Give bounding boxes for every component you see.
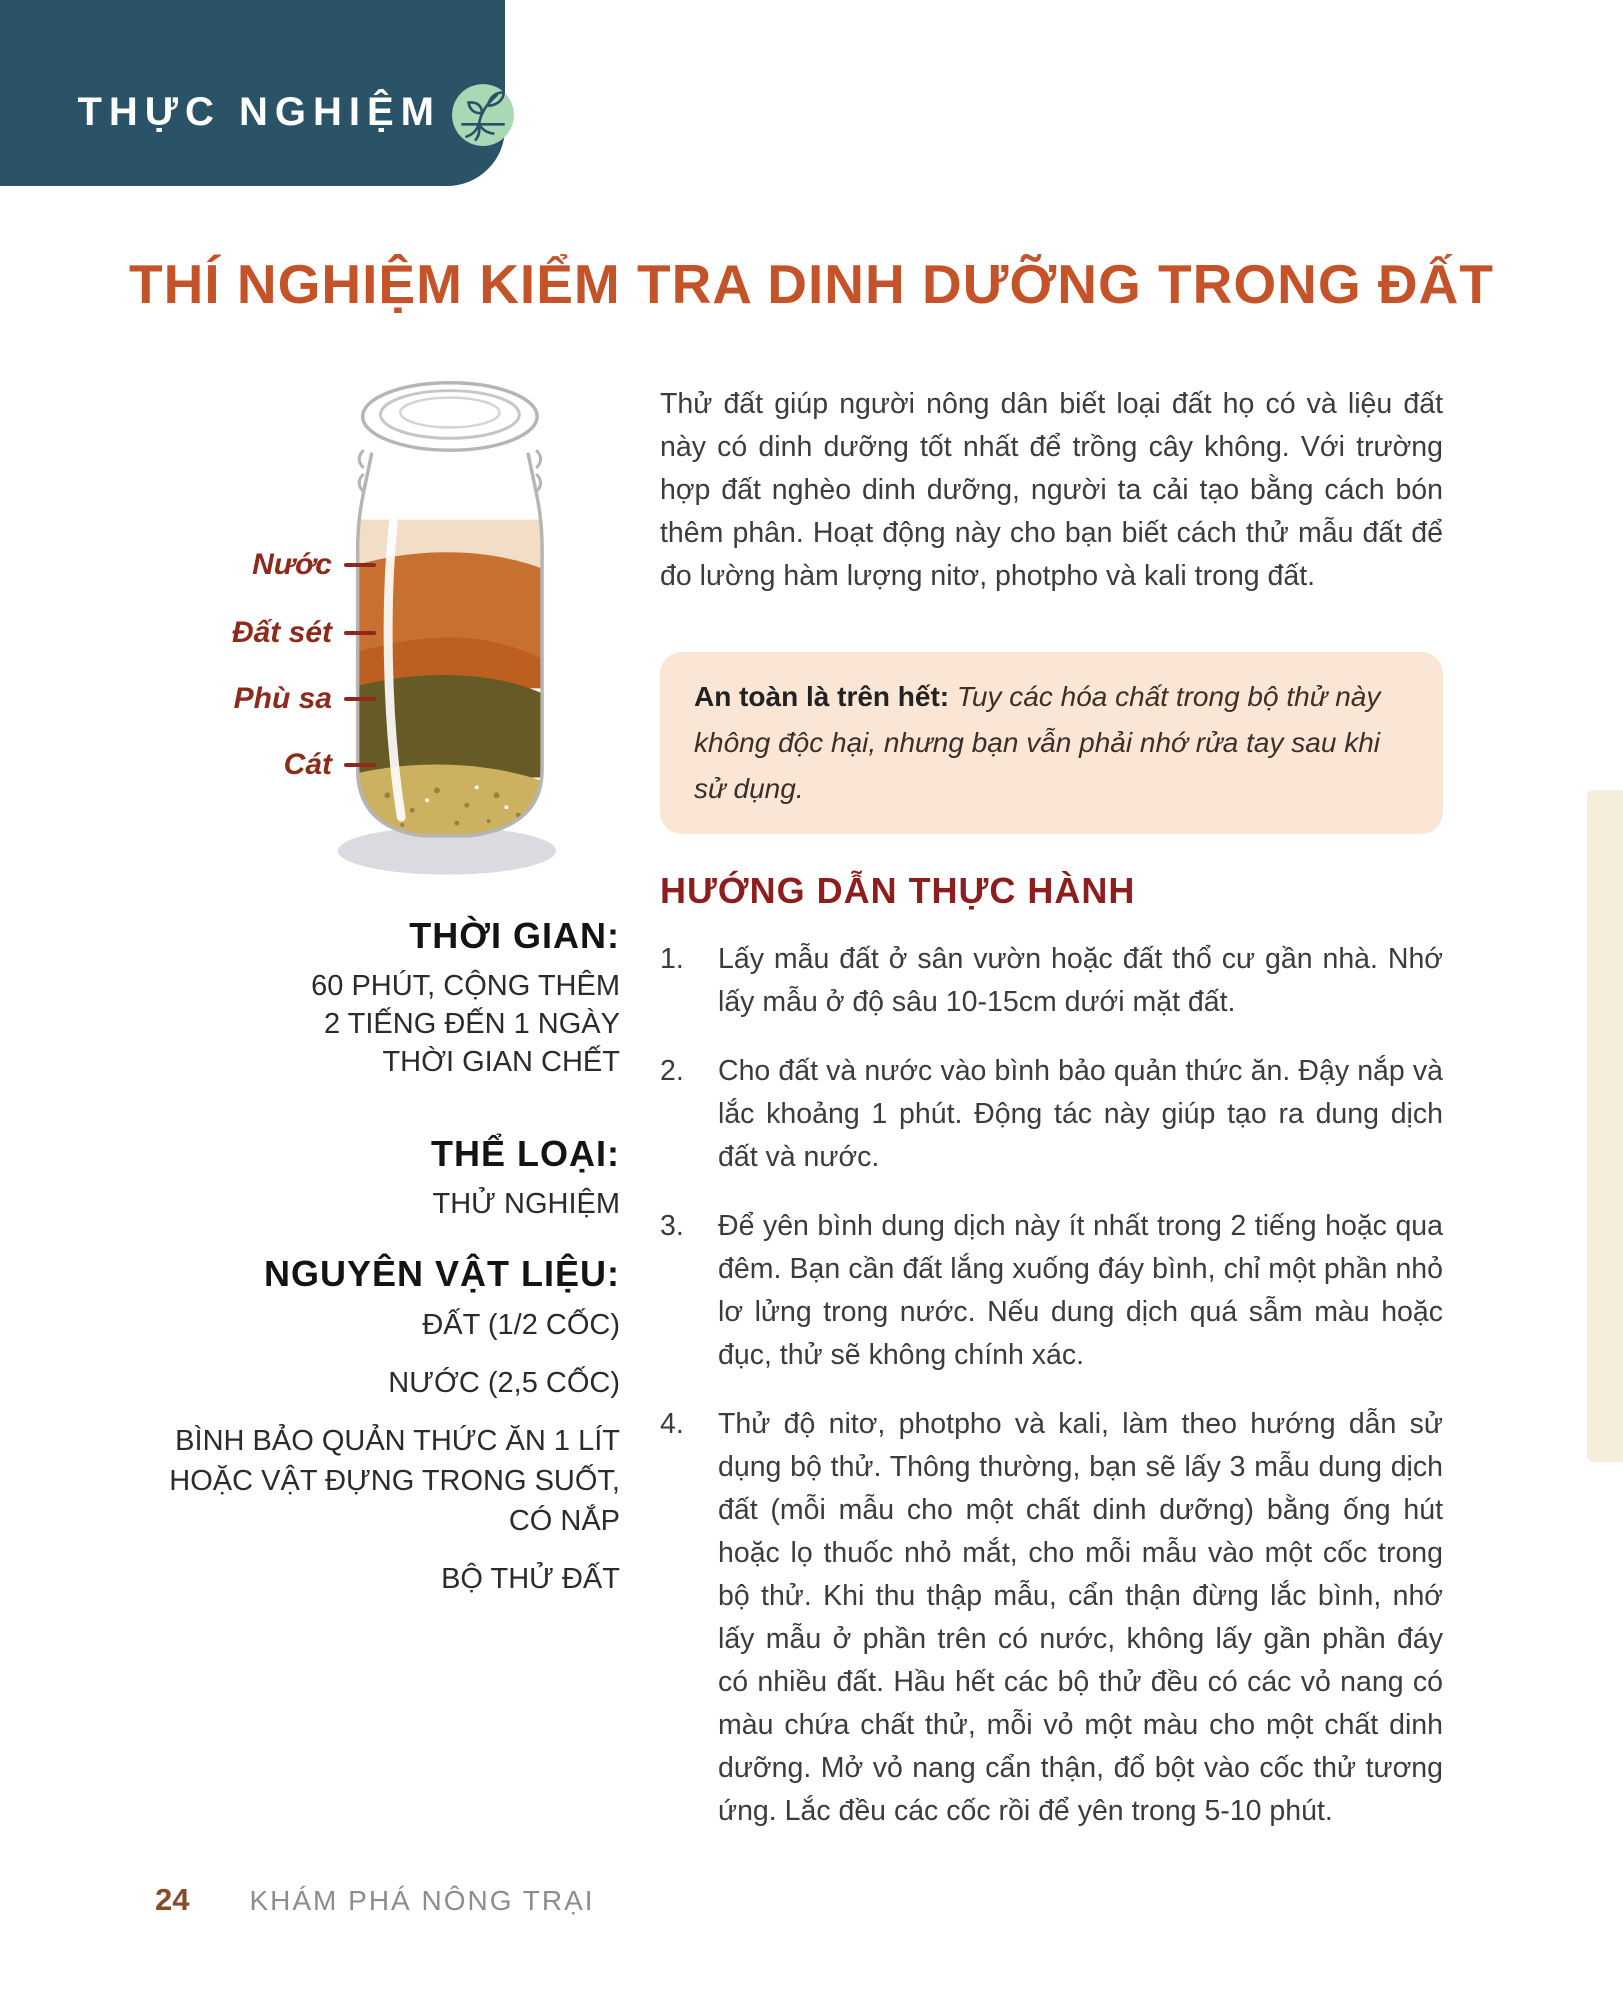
chapter-banner-label: THỰC NGHIỆM [77,90,441,134]
step-number: 4. [660,1408,684,1440]
jar-label-clay-text: Đất sét [231,616,332,649]
main-content [660,383,1443,1833]
soil-jar-illustration [318,296,556,888]
time-line: 60 PHÚT, CỘNG THÊM [311,970,620,1002]
materials-heading: NGUYÊN VẬT LIỆU: [263,1253,620,1294]
materials-item: NƯỚC (2,5 CỐC) [388,1367,620,1399]
instruction-step [660,1205,1443,1377]
jar-label-water-text: Nước [252,548,332,581]
materials-item: BÌNH BẢO QUẢN THỨC ĂN 1 LÍT HOẶC VẬT ĐỰNG TRONG SUỐT, CÓ NẮP [169,1425,620,1537]
label-dash [344,563,376,567]
step-text: Để yên bình dung dịch này ít nhất trong 2 tiếng hoặc qua đêm. Bạn cần đất lắng xuống đáy bình, chỉ một phần nhỏ lơ lửng trong nước. Nếu dung dịch quá sẫm màu hoặc đục, thử sẽ không chính xác. [718,1210,1443,1371]
label-dash [344,763,376,767]
page-title: THÍ NGHIỆM KIỂM TRA DINH DƯỠNG TRONG ĐẤT [129,253,1494,315]
label-dash [344,697,376,701]
safety-note-box [660,652,1443,834]
instruction-step [660,1050,1443,1179]
jar-label-water [140,548,376,582]
label-dash [344,631,376,635]
safety-note-text: Tuy các hóa chất trong bộ thử này không độc hại, nhưng bạn vẫn phải nhớ rửa tay sau khi sử dụng. [694,681,1381,804]
step-text: Cho đất và nước vào bình bảo quản thức ăn. Đậy nắp và lắc khoảng 1 phút. Động tác này giúp tạo ra dung dịch đất và nước. [718,1055,1443,1173]
footer-page-number: 24 [155,1882,190,1917]
safety-note-lead: An toàn là trên hết: [694,681,950,712]
jar-label-sand [140,748,376,782]
time-line: THỜI GIAN CHẾT [382,1046,620,1078]
instruction-step [660,1403,1443,1833]
page-edge-tab [1587,790,1623,1462]
step-text: Lấy mẫu đất ở sân vườn hoặc đất thổ cư gần nhà. Nhớ lấy mẫu ở độ sâu 10-15cm dưới mặt đất. [718,943,1443,1018]
type-value: THỬ NGHIỆM [432,1188,620,1220]
step-number: 2. [660,1055,684,1087]
activity-info-sidebar [150,915,620,1599]
intro-paragraph: Thử đất giúp người nông dân biết loại đất họ có và liệu đất này có dinh dưỡng tốt nhất để trồng cây không. Với trường hợp đất nghèo dinh dưỡng, người ta cải tạo bằng cách bón thêm phân. Hoạt động này cho bạn biết cách thử mẫu đất để đo lường hàm lượng nitơ, photpho và kali trong đất. [660,388,1443,592]
step-text: Thử độ nitơ, photpho và kali, làm theo hướng dẫn sử dụng bộ thử. Thông thường, bạn sẽ lấy 3 mẫu dung dịch đất (mỗi mẫu cho một chất dinh dưỡng) bằng ống hút hoặc lọ thuốc nhỏ mắt, cho mỗi mẫu vào một cốc trong bộ thử. Khi thu thập mẫu, cẩn thận đừng lắc bình, nhớ lấy mẫu ở phần trên có nước, không lấy gần phần đáy có nhiều đất. Hầu hết các bộ thử đều có các vỏ nang có màu chứa chất thử, mỗi vỏ một màu cho một chất dinh dưỡng. Mở vỏ nang cẩn thận, đổ bột vào cốc thử tương ứng. Lắc đều các cốc rồi để yên trong 5-10 phút. [718,1408,1443,1827]
time-heading: THỜI GIAN: [409,915,620,956]
materials-item: BỘ THỬ ĐẤT [441,1563,620,1595]
instructions-heading: HƯỚNG DẪN THỰC HÀNH [660,870,1136,911]
jar-label-silt [140,682,376,716]
chapter-banner [0,0,505,186]
instruction-step [660,938,1443,1024]
materials-item: ĐẤT (1/2 CỐC) [422,1309,620,1341]
page-footer [155,1882,595,1918]
time-line: 2 TIẾNG ĐẾN 1 NGÀY [324,1008,620,1040]
jar-label-clay [140,616,376,650]
jar-label-sand-text: Cát [283,748,332,781]
step-number: 1. [660,943,684,975]
step-number: 3. [660,1210,684,1242]
sprout-plant-icon [450,82,516,148]
jar-label-silt-text: Phù sa [233,682,332,715]
footer-book-title: KHÁM PHÁ NÔNG TRẠI [249,1885,595,1916]
type-heading: THỂ LOẠI: [431,1133,620,1174]
